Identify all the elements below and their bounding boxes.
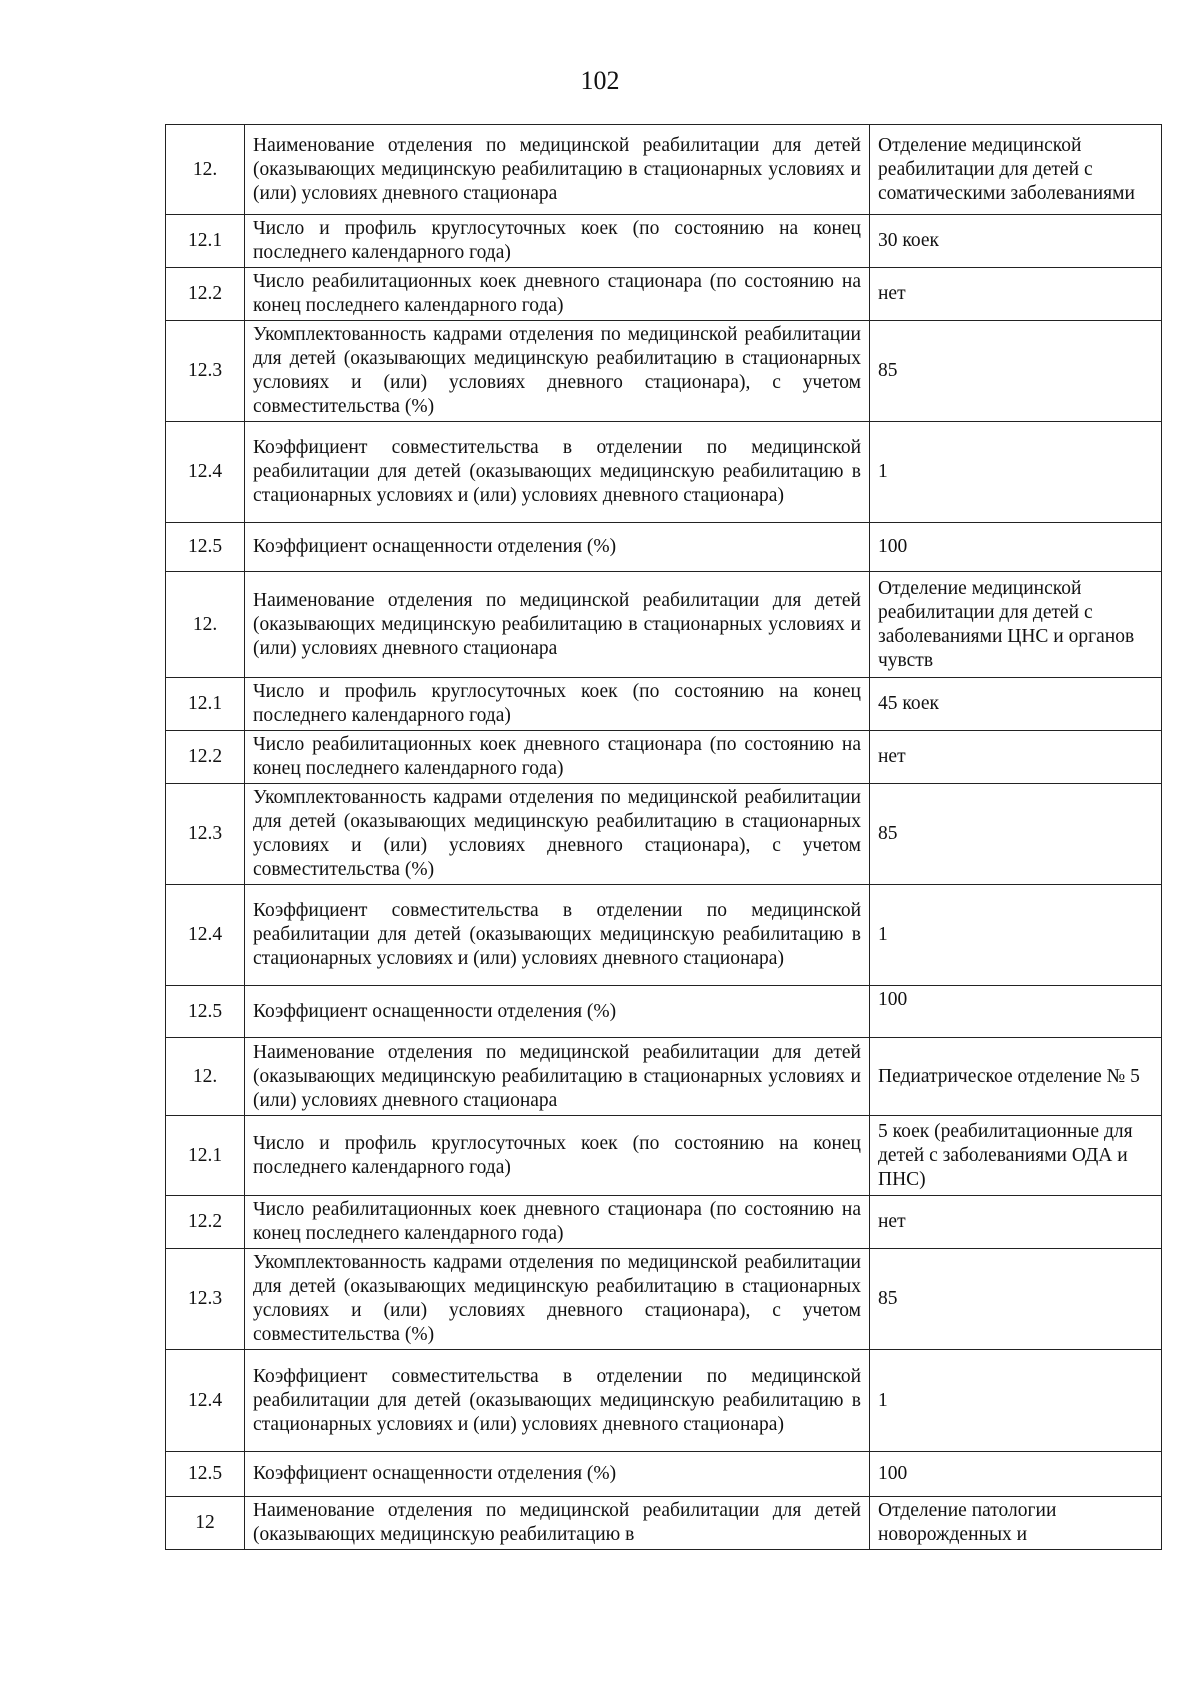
row-description: Коэффициент оснащенности отделения (%)	[245, 523, 870, 572]
page-number: 102	[580, 66, 620, 95]
table-row	[166, 523, 1162, 572]
row-value: Педиатрическое отделение № 5	[870, 1038, 1162, 1116]
row-description: Число и профиль круглосуточных коек (по состоянию на конец последнего календарного года)	[245, 678, 870, 731]
row-value: 5 коек (реабилитационные для детей с заболеваниями ОДА и ПНС)	[870, 1116, 1162, 1196]
table-row	[166, 1497, 1162, 1550]
row-value: Отделение медицинской реабилитации для детей с соматическими заболеваниями	[870, 125, 1162, 215]
table-row	[166, 572, 1162, 678]
row-description: Коэффициент оснащенности отделения (%)	[245, 986, 870, 1038]
row-number: 12.4	[166, 885, 245, 986]
row-value: 30 коек	[870, 215, 1162, 268]
table-row	[166, 1452, 1162, 1497]
row-number: 12.	[166, 125, 245, 215]
row-value: 100	[870, 986, 1162, 1038]
row-description: Число реабилитационных коек дневного стационара (по состоянию на конец последнего календарного года)	[245, 268, 870, 321]
row-number: 12.2	[166, 731, 245, 784]
row-value: Отделение медицинской реабилитации для детей с заболеваниями ЦНС и органов чувств	[870, 572, 1162, 678]
table-row	[166, 215, 1162, 268]
table-row	[166, 1196, 1162, 1249]
row-description: Укомплектованность кадрами отделения по медицинской реабилитации для детей (оказывающих медицинскую реабилитацию в стационарных условиях и (или) условиях дневного стационара), с учетом совместительства (%)	[245, 321, 870, 422]
table-row	[166, 1249, 1162, 1350]
row-description: Укомплектованность кадрами отделения по медицинской реабилитации для детей (оказывающих медицинскую реабилитацию в стационарных условиях и (или) условиях дневного стационара), с учетом совместительства (%)	[245, 1249, 870, 1350]
table-row	[166, 1038, 1162, 1116]
table-row	[166, 678, 1162, 731]
row-value: Отделение патологии новорожденных и	[870, 1497, 1162, 1550]
row-description: Число реабилитационных коек дневного стационара (по состоянию на конец последнего календарного года)	[245, 731, 870, 784]
row-value: 100	[870, 523, 1162, 572]
row-description: Наименование отделения по медицинской реабилитации для детей (оказывающих медицинскую реабилитацию в	[245, 1497, 870, 1550]
row-description: Коэффициент совместительства в отделении по медицинской реабилитации для детей (оказывающих медицинскую реабилитацию в стационарных условиях и (или) условиях дневного стационара)	[245, 885, 870, 986]
row-number: 12.2	[166, 268, 245, 321]
table-row	[166, 731, 1162, 784]
row-value: нет	[870, 268, 1162, 321]
table-row	[166, 885, 1162, 986]
row-value: 45 коек	[870, 678, 1162, 731]
row-value: 85	[870, 1249, 1162, 1350]
row-description: Коэффициент совместительства в отделении по медицинской реабилитации для детей (оказывающих медицинскую реабилитацию в стационарных условиях и (или) условиях дневного стационара)	[245, 1350, 870, 1452]
row-value: нет	[870, 1196, 1162, 1249]
table-row	[166, 268, 1162, 321]
row-value: 85	[870, 784, 1162, 885]
table-row	[166, 1350, 1162, 1452]
table-row	[166, 422, 1162, 523]
row-value: 1	[870, 1350, 1162, 1452]
row-number: 12.3	[166, 784, 245, 885]
row-value: нет	[870, 731, 1162, 784]
row-number: 12.5	[166, 986, 245, 1038]
row-number: 12.3	[166, 321, 245, 422]
row-number: 12.4	[166, 1350, 245, 1452]
row-description: Наименование отделения по медицинской реабилитации для детей (оказывающих медицинскую реабилитацию в стационарных условиях и (или) условиях дневного стационара	[245, 125, 870, 215]
row-number: 12.1	[166, 215, 245, 268]
row-number: 12.3	[166, 1249, 245, 1350]
row-number: 12.5	[166, 1452, 245, 1497]
row-number: 12.	[166, 572, 245, 678]
row-number: 12.5	[166, 523, 245, 572]
row-value: 85	[870, 321, 1162, 422]
table-row	[166, 986, 1162, 1038]
row-description: Наименование отделения по медицинской реабилитации для детей (оказывающих медицинскую реабилитацию в стационарных условиях и (или) условиях дневного стационара	[245, 572, 870, 678]
indicator-table	[165, 124, 1162, 1550]
table-row	[166, 125, 1162, 215]
row-description: Коэффициент совместительства в отделении по медицинской реабилитации для детей (оказывающих медицинскую реабилитацию в стационарных условиях и (или) условиях дневного стационара)	[245, 422, 870, 523]
row-description: Укомплектованность кадрами отделения по медицинской реабилитации для детей (оказывающих медицинскую реабилитацию в стационарных условиях и (или) условиях дневного стационара), с учетом совместительства (%)	[245, 784, 870, 885]
row-value: 1	[870, 885, 1162, 986]
row-number: 12.2	[166, 1196, 245, 1249]
row-description: Наименование отделения по медицинской реабилитации для детей (оказывающих медицинскую реабилитацию в стационарных условиях и (или) условиях дневного стационара	[245, 1038, 870, 1116]
row-description: Коэффициент оснащенности отделения (%)	[245, 1452, 870, 1497]
table-row	[166, 784, 1162, 885]
row-number: 12.1	[166, 678, 245, 731]
row-value: 1	[870, 422, 1162, 523]
row-value: 100	[870, 1452, 1162, 1497]
row-description: Число и профиль круглосуточных коек (по состоянию на конец последнего календарного года)	[245, 1116, 870, 1196]
table-row	[166, 1116, 1162, 1196]
row-number: 12.4	[166, 422, 245, 523]
table-row	[166, 321, 1162, 422]
row-description: Число и профиль круглосуточных коек (по состоянию на конец последнего календарного года)	[245, 215, 870, 268]
row-number: 12.1	[166, 1116, 245, 1196]
row-number: 12.	[166, 1038, 245, 1116]
row-number: 12	[166, 1497, 245, 1550]
row-description: Число реабилитационных коек дневного стационара (по состоянию на конец последнего календарного года)	[245, 1196, 870, 1249]
